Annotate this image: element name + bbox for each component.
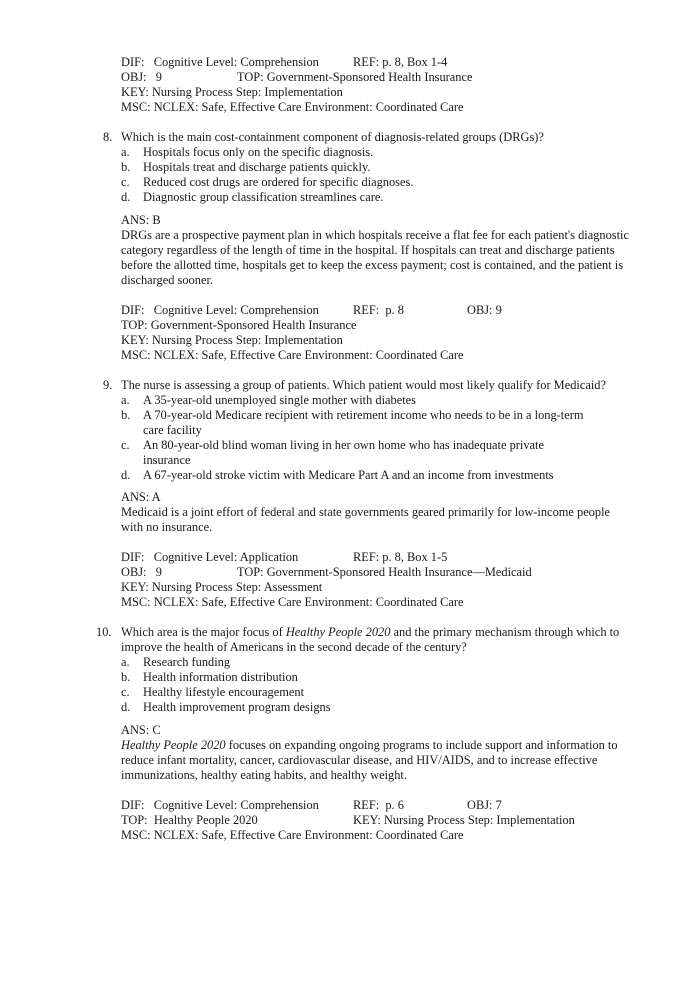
q10-rationale-line: reduce infant mortality, cancer, cardiovascular disease, and HIV/AIDS, and to increase effective bbox=[121, 753, 598, 767]
q9-option-a-letter: a. bbox=[121, 393, 130, 407]
q10-rationale-line1-post: focuses on expanding ongoing programs to include support and information to bbox=[225, 738, 618, 752]
q7-msc: MSC: NCLEX: Safe, Effective Care Environment: Coordinated Care bbox=[121, 100, 464, 114]
q10-rationale-italic: Healthy People 2020 bbox=[121, 738, 226, 752]
q10-option-d-letter: d. bbox=[121, 700, 131, 714]
q8-ref: REF: p. 8 bbox=[353, 303, 404, 317]
q8-obj: OBJ: 9 bbox=[467, 303, 502, 317]
q9-option-b: A 70-year-old Medicare recipient with retirement income who needs to be in a long-term bbox=[143, 408, 584, 422]
q9-stem: The nurse is assessing a group of patients. Which patient would most likely qualify for Medicaid? bbox=[121, 378, 606, 392]
q8-option-d: Diagnostic group classification streamlines care. bbox=[143, 190, 384, 204]
q9-option-d: A 67-year-old stroke victim with Medicare Part A and an income from investments bbox=[143, 468, 554, 482]
q8-option-c-letter: c. bbox=[121, 175, 130, 189]
q9-option-c-letter: c. bbox=[121, 438, 130, 452]
q10-key: KEY: Nursing Process Step: Implementation bbox=[353, 813, 575, 827]
q8-key: KEY: Nursing Process Step: Implementation bbox=[121, 333, 343, 347]
q8-top: TOP: Government-Sponsored Health Insurance bbox=[121, 318, 357, 332]
q7-top: TOP: Government-Sponsored Health Insurance bbox=[237, 70, 473, 84]
q10-stem bbox=[121, 625, 619, 640]
q8-msc: MSC: NCLEX: Safe, Effective Care Environment: Coordinated Care bbox=[121, 348, 464, 362]
q8-answer: ANS: B bbox=[121, 213, 161, 227]
q9-option-b-letter: b. bbox=[121, 408, 131, 422]
q10-stem-italic: Healthy People 2020 bbox=[285, 625, 391, 639]
q10-stem-line2: improve the health of Americans in the second decade of the century? bbox=[121, 640, 467, 654]
q10-answer: ANS: C bbox=[121, 723, 161, 737]
q8-stem: Which is the main cost-containment component of diagnosis-related groups (DRGs)? bbox=[121, 130, 544, 144]
q8-rationale-line: DRGs are a prospective payment plan in which hospitals receive a flat fee for each patient's diagnostic bbox=[121, 228, 629, 242]
q10-rationale-line: immunizations, healthy eating habits, and healthy weight. bbox=[121, 768, 407, 782]
q9-obj: OBJ: 9 bbox=[121, 565, 162, 579]
q9-dif: DIF: Cognitive Level: Application bbox=[121, 550, 299, 564]
q10-dif: DIF: Cognitive Level: Comprehension bbox=[121, 798, 319, 812]
q8-rationale-line: category regardless of the length of time in the hospital. If hospitals can treat and discharge patients bbox=[121, 243, 615, 257]
q8-option-a-letter: a. bbox=[121, 145, 130, 159]
q10-option-c-letter: c. bbox=[121, 685, 130, 699]
q9-msc: MSC: NCLEX: Safe, Effective Care Environment: Coordinated Care bbox=[121, 595, 464, 609]
q9-option-a: A 35-year-old unemployed single mother with diabetes bbox=[143, 393, 416, 407]
q9-key: KEY: Nursing Process Step: Assessment bbox=[121, 580, 323, 594]
q10-ref: REF: p. 6 bbox=[353, 798, 404, 812]
q8-option-a: Hospitals focus only on the specific diagnosis. bbox=[143, 145, 374, 159]
q9-option-b-cont: care facility bbox=[143, 423, 202, 437]
q7-ref: REF: p. 8, Box 1-4 bbox=[353, 55, 448, 69]
q10-top: TOP: Healthy People 2020 bbox=[121, 813, 258, 827]
q8-option-b: Hospitals treat and discharge patients quickly. bbox=[143, 160, 371, 174]
q9-rationale-line: with no insurance. bbox=[121, 520, 213, 534]
q7-key: KEY: Nursing Process Step: Implementation bbox=[121, 85, 343, 99]
q9-rationale-line: Medicaid is a joint effort of federal and state governments geared primarily for low-income people bbox=[121, 505, 611, 519]
q8-number: 8. bbox=[103, 130, 113, 144]
q9-ref: REF: p. 8, Box 1-5 bbox=[353, 550, 448, 564]
q10-stem-pre: Which area is the major focus of bbox=[121, 625, 286, 639]
q10-rationale-line1 bbox=[121, 738, 618, 753]
q10-option-b-letter: b. bbox=[121, 670, 131, 684]
q10-msc: MSC: NCLEX: Safe, Effective Care Environment: Coordinated Care bbox=[121, 828, 464, 842]
q8-option-d-letter: d. bbox=[121, 190, 131, 204]
q9-top: TOP: Government-Sponsored Health Insurance—Medicaid bbox=[237, 565, 532, 579]
q10-option-d: Health improvement program designs bbox=[143, 700, 331, 714]
q8-option-c: Reduced cost drugs are ordered for specific diagnoses. bbox=[143, 175, 414, 189]
q8-rationale-line: discharged sooner. bbox=[121, 273, 213, 287]
q10-number: 10. bbox=[96, 625, 112, 639]
q9-option-c: An 80-year-old blind woman living in her own home who has inadequate private bbox=[143, 438, 544, 452]
q10-stem-post: and the primary mechanism through which to bbox=[390, 625, 620, 639]
q10-option-c: Healthy lifestyle encouragement bbox=[143, 685, 305, 699]
q10-obj: OBJ: 7 bbox=[467, 798, 502, 812]
q8-option-b-letter: b. bbox=[121, 160, 131, 174]
q10-option-a: Research funding bbox=[143, 655, 231, 669]
q8-rationale-line: before the allotted time, hospitals get to keep the excess payment; cost is contained, and the patient is bbox=[121, 258, 624, 272]
q7-dif: DIF: Cognitive Level: Comprehension bbox=[121, 55, 319, 69]
q9-answer: ANS: A bbox=[121, 490, 161, 504]
q10-option-b: Health information distribution bbox=[143, 670, 298, 684]
q10-option-a-letter: a. bbox=[121, 655, 130, 669]
q9-option-d-letter: d. bbox=[121, 468, 131, 482]
q9-option-c-cont: insurance bbox=[143, 453, 191, 467]
q9-number: 9. bbox=[103, 378, 113, 392]
q7-obj: OBJ: 9 bbox=[121, 70, 162, 84]
q8-dif: DIF: Cognitive Level: Comprehension bbox=[121, 303, 319, 317]
